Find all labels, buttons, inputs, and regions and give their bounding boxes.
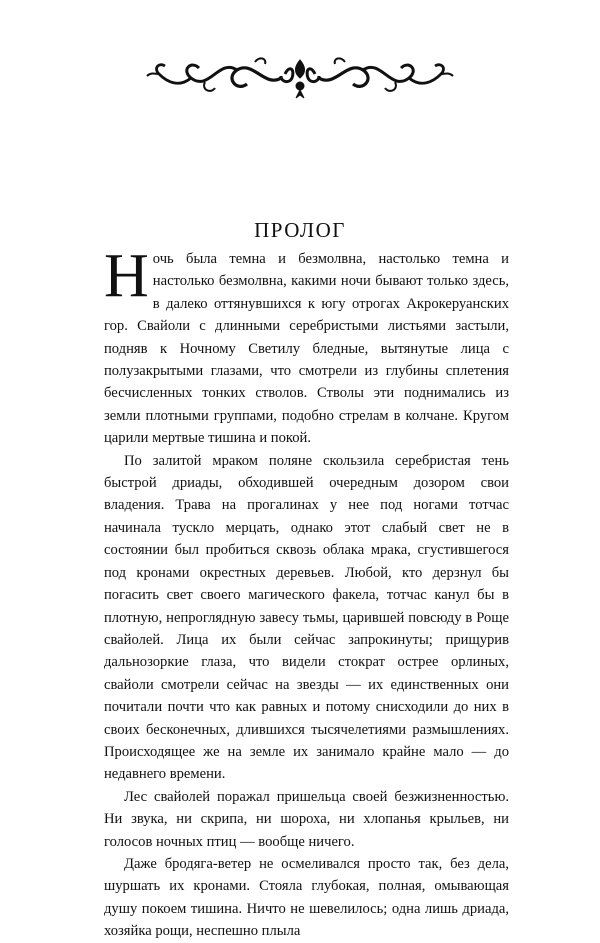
paragraph-4: Даже бродяга-ветер не осмеливался просто так, без дела, шуршать их кронами. Стояла глубокая, полная, омывающая душу покоем тишина. Ничто не шевелилось; одна лишь дриада, хозяйка рощи, неспешно плыла <box>104 855 509 940</box>
paragraph-1 <box>104 242 509 450</box>
paragraph-3: Лес свайолей поражал пришельца своей безжизненностью. Ни звука, ни скрипа, ни шороха, ни хлопанья крыльев, ни голосов ночных птиц — вообще ничего. <box>104 788 509 850</box>
chapter-title: ПРОЛОГ <box>254 218 346 242</box>
decorative-ornament <box>145 52 455 104</box>
drop-cap: Н <box>104 242 149 310</box>
paragraph-2: По залитой мраком поляне скользила серебристая тень быстрой дриады, обходившей очередным дозором свои владения. Трава на прогалинах у нее под ногами тотчас начинала тускло мерцать, однако этот слабый свет не в состоянии был пробиться сквозь облака мрака, сгустившегося под кронами окрестных деревьев. Любой, кто дерзнул бы погасить свет своего магического факела, тотчас канул бы в плотную, непроглядную завесу тьмы, царившей повсюду в Роще свайолей. Лица их были сейчас запрокинуты; прищурив дальнозоркие глаза, что видели стократ острее орлиных, свайоли смотрели сейчас на звезды — их единственных они почитали почти что как равных и потому снисходили до них в своих бесконечных, длившихся тысячелетиями размышлениях. Происходящее же на земле их занимало крайне мало — до недавнего времени. <box>104 452 509 783</box>
chapter-text <box>104 242 509 943</box>
paragraph-1-text: очь была темна и безмолвна, настолько темна и настолько безмолвна, какими ночи бывают только здесь, в далеко оттянувшихся к югу отрогах Акрокеруанских гор. Свайоли с длинными серебристыми листьями застыли, подняв к Ночному Светилу бледные, вытянутые лица с полузакрытыми глазами, что смотрели из глубины сплетения бесчисленных тонких стволов. Стволы эти поднимались из земли плотными группами, подобно стрелам в колчане. Кругом царили мертвые тишина и покой. <box>104 251 509 447</box>
